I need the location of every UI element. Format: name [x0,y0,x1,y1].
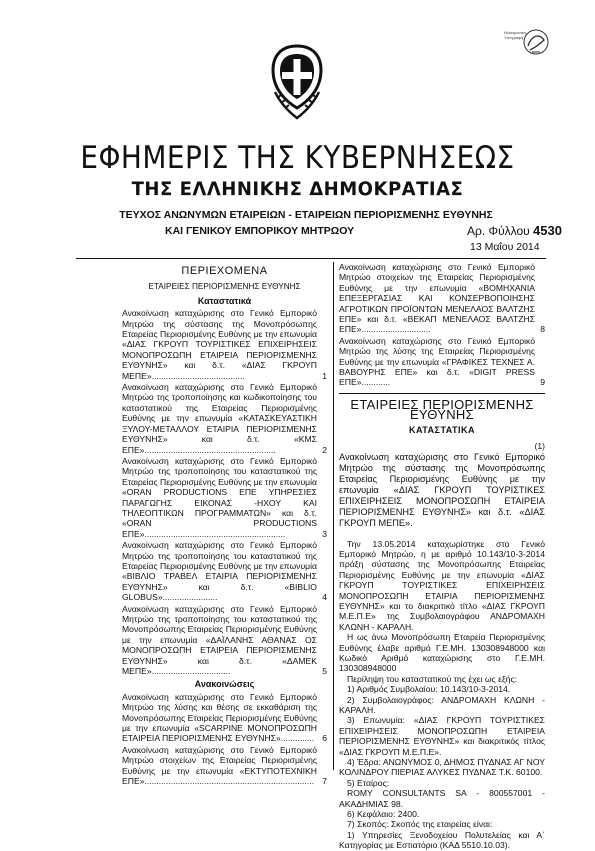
toc-entry-page: 9 [540,377,545,388]
gazette-title: ΕΦΗΜΕΡΙΣ ΤΗΣ ΚΥΒΕΡΝΗΣΕΩΣ [80,140,515,176]
toc-section: ΕΤΑΙΡΕΙΕΣ ΠΕΡΙΟΡΙΣΜΕΝΗΣ ΕΥΘΥΝΗΣ [148,282,301,292]
toc-entry-page: 6 [322,733,327,744]
issue-series-line1: ΤΕΥΧΟΣ ΑΝΩΝΥΜΩΝ ΕΤΑΙΡΕΙΩΝ - ΕΤΑΙΡΕΙΩΝ ΠΕΡΙΟΡΙΣΜΕΝΗΣ ΕΥΘΥΝΗΣ [119,209,493,221]
gazette-subtitle: ΤΗΣ ΕΛΛΗΝΙΚΗΣ ΔΗΜΟΚΡΑΤΙΑΣ [131,178,464,200]
article-list-item: 7) Σκοπός: Σκοπός της εταιρείας είναι: [347,819,493,830]
article-section-title: ΕΤΑΙΡΕΙΕΣ ΠΕΡΙΟΡΙΣΜΕΝΗΣ ΕΥΘΥΝΗΣ [350,396,534,423]
sheet-number-value: 4530 [533,223,562,238]
toc-entry-page: 2 [322,444,327,455]
issue-series-line2: ΚΑΙ ΓΕΝΙΚΟΥ ΕΜΠΟΡΙΚΟΥ ΜΗΤΡΩΟΥ [165,225,355,237]
toc-entry-text: Ανακοίνωση καταχώρισης στο Γενικό Εμπορικό Μητρώο της τροποποίησης του καταστατικού της Μονοπρόσωπης Εταιρείας Περιορισμένης Ευθύνης με την επωνυμία «ΔΑΪΛΑΝΗΣ ΑΘΑΝΑΣ ΟΣ ΜΟΝΟΠΡΟΣΩΠΗ ΕΤΑΙΡΕΙΑ ΠΕΡΙΟΡΙΣΜΕΝΗΣ ΕΥΘΥΝΗΣ» και δ.τ. «ΔΑΜΕΚ ΜΕΠΕ»................................. [122,603,317,677]
toc-entry[interactable] [122,604,327,677]
toc-entry[interactable] [122,456,327,539]
article-section-subtitle: ΚΑΤΑΣΤΑΤΙΚΑ [408,424,476,435]
toc-entry-page: 7 [322,776,327,787]
toc-entry-page: 5 [322,666,327,677]
toc-entry[interactable] [339,336,545,388]
sheet-number-label: Αρ. Φύλλου [467,224,530,238]
table-of-contents [122,262,327,788]
right-column [339,262,545,851]
article-list-item: 3) Επωνυμία: «ΔΙΑΣ ΓΚΡΟΥΠ ΤΟΥΡΙΣΤΙΚΕΣ ΕΠΙΧΕΙΡΗΣΕΙΣ ΜΟΝΟΠΡΟΣΩΠΗ ΕΤΑΙΡΕΙΑ ΠΕΡΙΟΡΙΣΜΕΝΗΣ ΕΥΘΥΝΗΣ» και διακριτικός τίτλος «ΔΙΑΣ ΓΚΡΟΥΠ Μ.Ε.Π.Ε». [339,715,545,757]
article-number: (1) [534,441,545,452]
toc-entry-text: Ανακοίνωση καταχώρισης στο Γενικό Εμπορικό Μητρώο της λύσης και θέσης σε εκκαθάριση της Μονοπρόσωπης Εταιρείας Περιορισμένης Ευθύνης με την επωνυμία «SCARPINE ΜΟΝΟΠΡΟΣΩΠΗ ΕΤΑΙΡΕΙΑ ΠΕΡΙΟΡΙΣΜΕΝΗΣ ΕΥΘΥΝΗΣ».............. [122,691,317,744]
article-paragraph: Η ως άνω Μονοπρόσωπη Εταιρεία Περιορισμένης Ευθύνης έλαβε αριθμό Γ.Ε.ΜΗ. 130308948000 και Κωδικό Αριθμό καταχώρισης στο Γ.Ε.ΜΗ. 130308948000 [339,632,545,674]
article-list-item: 2) Συμβολαιογράφος: ΑΝΔΡΟΜΑΧΗ ΚΛΩΝΗ - ΚΑΡΑΛΗ. [339,694,545,715]
sheet-number [467,223,562,238]
toc-entry-text: Ανακοίνωση καταχώρισης στο Γενικό Εμπορικό Μητρώο της λύσης της Εταιρείας Περιορισμένης Ευθύνης με την επωνυμία «ΓΡΑΦΙΚΕΣ ΤΕΧΝΕΣ Α. ΒΑΒΟΥΡΗΣ ΕΠΕ» και δ.τ. «DIGIT PRESS ΕΠΕ»............ [339,335,535,388]
toc-group-statutes: Καταστατικά [197,295,252,306]
toc-entry-page: 3 [322,528,327,539]
toc-entry-page: 4 [322,592,327,603]
toc-entry-text: Ανακοίνωση καταχώρισης στο Γενικό Εμπορικό Μητρώο της τροποποίησης του καταστατικού της Εταιρείας Περιορισμένης Ευθύνης με την επωνυμία «ΒΙΒΛΙΟ ΤΡΑΒΕΛ ΕΤΑΙΡΙΑ ΠΕΡΙΟΡΙΣΜΕΝΗΣ ΕΥΘΥΝΗΣ» και δ.τ. «BIBLIO GLOBUS»....................... [122,540,317,603]
toc-entry[interactable] [122,540,327,602]
digital-signature-label: Ηλεκτρονική Υπογραφή [504,30,526,40]
article-paragraph: Την 13.05.2014 καταχωρίστηκε στο Γενικό Εμπορικό Μητρώο, η με αριθμό 10.143/10-3-2014 πράξη σύστασης της Μονοπρόσωπης Εταιρείας Περιορισμένης Ευθύνης με την επωνυμία «ΔΙΑΣ ΓΚΡΟΥΠ ΤΟΥΡΙΣΤΙΚΕΣ ΕΠΙΧΕΙΡΗΣΕΙΣ ΜΟΝΟΠΡΟΣΩΠΗ ΕΤΑΙΡΙΑ ΠΕΡΙΟΡΙΣΜΕΝΗΣ ΕΥΘΥΝΗΣ» και το διακριτικό τίτλο «ΔΙΑΣ ΓΚΡΟΥΠ Μ.Ε.Π.Ε» της Συμβολαιογράφου ΑΝΔΡΟΜΑΧΗ ΚΛΩΝΗ - ΚΑΡΑΛΗ. [339,538,545,632]
toc-entry[interactable] [122,692,327,744]
toc-entry-text: Ανακοίνωση καταχώρισης στο Γενικό Εμπορικό Μητρώο της τροποποίησης και κωδικοποίησης του καταστατικού της Εταιρείας Περιορισμένης Ευθύνης με την επωνυμία «ΚΑΤΑΣΚΕΥΑΣΤΙΚΗ ΞΥΛΟΥ-ΜΕΤΑΛΛΟΥ ΕΤΑΙΡΙΑ ΠΕΡΙΟΡΙΣΜΕΝΗΣ ΕΥΘΥΝΗΣ» και δ.τ. «ΚΜΣ ΕΠΕ»....................................................... [122,382,317,455]
article-list-item: 1) Υπηρεσίες Ξενοδοχείου Πολυτελείας και Α΄ Κατηγορίας με Εστιατόριο (ΚΑΔ 5510.10.03). [339,829,545,851]
toc-entry[interactable] [122,382,327,455]
toc-entry-page: 8 [540,324,545,335]
toc-entry[interactable] [122,745,327,787]
toc-entry-page: 1 [322,370,327,381]
article-paragraph: Περίληψη του καταστατικού της έχει ως εξής: [347,673,518,684]
header-divider [76,258,546,259]
article-list-item: 4) Έδρα: ΑΝΩΝΥΜΟΣ 0, ΔΗΜΟΣ ΠΥΔΝΑΣ ΑΓ ΝΟΥ ΚΟΛΙΝΔΡΟΥ ΠΙΕΡΙΑΣ ΑΛΥΚΕΣ ΠΥΔΝΑΣ Τ.Κ. 60100. [339,757,545,778]
article-list-item: 6) Κεφάλαιο: 2400. [347,809,420,820]
section-divider [339,393,545,394]
article-list-item: ROMY CONSULTANTS SA - 800557001 - ΑΚΑΔΗΜΙΑΣ 98. [339,788,545,809]
toc-heading: ΠΕΡΙΕΧΟΜΕΝΑ [181,265,268,277]
spacer [339,529,545,539]
greek-coat-of-arms-emblem [267,42,327,122]
column-divider [333,262,334,770]
toc-group-announcements: Ανακοινώσεις [194,679,255,690]
toc-entry-text: Ανακοίνωση καταχώρισης στο Γενικό Εμπορικό Μητρώο στοιχείων της Εταιρείας Περιορισμένης Ευθύνης με την επωνυμία «ΒΟΜΗΧΑΝΙΑ ΕΠΕΞΕΡΓΑΣΙΑΣ ΚΑΙ ΚΟΝΣΕΡΒΟΠΟΙΗΣΗΣ ΑΓΡΟΤΙΚΩΝ ΠΡΟΪΟΝΤΩΝ ΜΕΝΕΛΑΟΣ ΒΑΛΤΖΗΣ ΕΠΕ» και δ.τ. «ΒΕΚΑΠ ΜΕΝΕΛΑΟΣ ΒΑΛΤΖΗΣ ΕΠΕ»............................. [339,262,535,335]
article-list-item: 5) Εταίρος: [347,777,390,788]
toc-entry-text: Ανακοίνωση καταχώρισης στο Γενικό Εμπορικό Μητρώο της τροποποίησης του καταστατικού της Εταιρείας Περιορισμένης Ευθύνης με την επωνυμία «ORAN PRODUCTIONS ΕΠΕ ΥΠΗΡΕΣΙΕΣ ΠΑΡΑΓΩΓΗΣ ΕΙΚΟΝΑΣ -ΗΧΟΥ ΚΑΙ ΤΗΛΕΟΠΤΙΚΩΝ ΠΡΟΓΡΑΜΜΑΤΩΝ» και δ.τ. «ORAN PRODUCTIONS ΕΠΕ»........................................................... [122,455,317,539]
article-list-item: 1) Αριθμός Συμβολαίου: 10.143/10-3-2014. [347,684,511,695]
toc-entry[interactable] [339,262,545,335]
toc-entry-text: Ανακοίνωση καταχώρισης στο Γενικό Εμπορικό Μητρώο στοιχείων της Εταιρείας Περιορισμένης Ευθύνης με την επωνυμία «ΕΚΤΥΠΟΤΕΧΝΙΚΗ ΕΠΕ»....................................................................... [122,744,317,787]
toc-entry-text: Ανακοίνωση καταχώρισης στο Γενικό Εμπορικό Μητρώο της σύστασης της Μονοπρόσωπης Εταιρείας Περιορισμένης Ευθύνης με την επωνυμία «ΔΙΑΣ ΓΚΡΟΥΠ ΤΟΥΡΙΣΤΙΚΕΣ ΕΠΙΧΕΙΡΗΣΕΙΣ ΜΟΝΟΠΡΟΣΩΠΗ ΕΤΑΙΡΕΙΑ ΠΕΡΙΟΡΙΣΜΕΝΗΣ ΕΥΘΥΝΗΣ» και δ.τ. «ΔΙΑΣ ΓΚΡΟΥΠ ΜΕΠΕ»....................................... [122,308,317,381]
issue-date: 13 Μαΐου 2014 [470,241,540,253]
toc-entry[interactable] [122,308,327,381]
article-lead: Ανακοίνωση καταχώρισης στο Γενικό Εμπορικό Μητρώο της σύστασης της Μονοπρόσωπης Εταιρείας Περιορισμένης Ευθύνης με την επωνυμία «ΔΙΑΣ ΓΚΡΟΥΠ ΤΟΥΡΙΣΤΙΚΕΣ ΕΠΙΧΕΙΡΗΣΕΙΣ ΜΟΝΟΠΡΟΣΩΠΗ ΕΤΑΙΡΕΙΑ ΠΕΡΙΟΡΙΣΜΕΝΗΣ ΕΥΘΥΝΗΣ» και δ.τ. «ΔΙΑΣ ΓΚΡΟΥΠ ΜΕΠΕ». [339,451,545,528]
